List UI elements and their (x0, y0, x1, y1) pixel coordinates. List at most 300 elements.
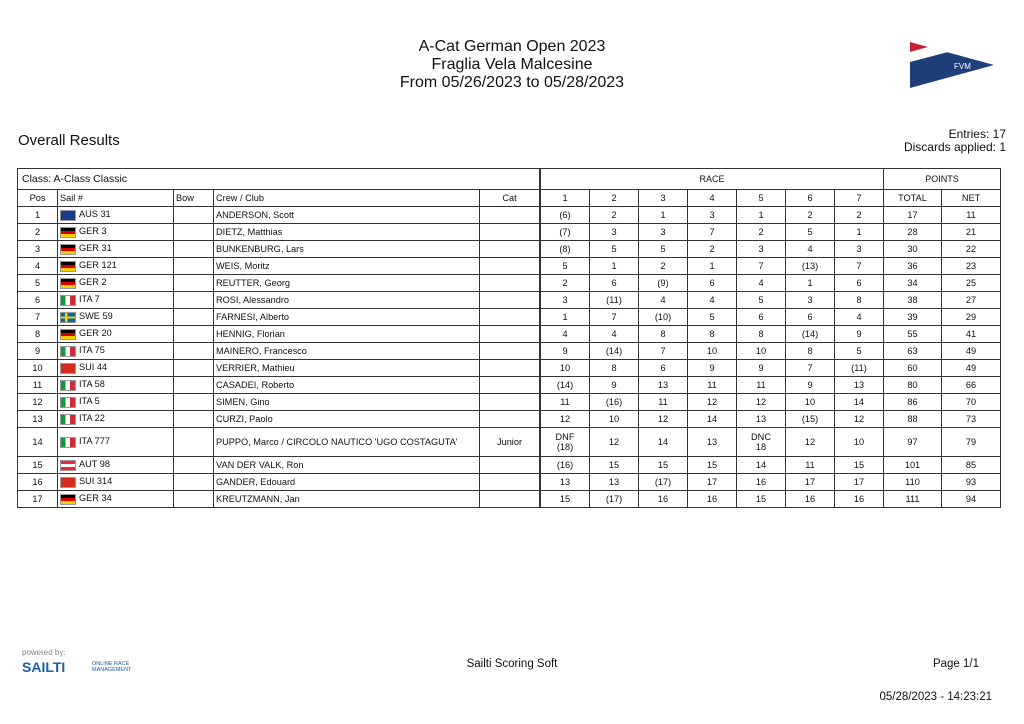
race-score-cell: 2 (786, 207, 835, 224)
total-cell: 80 (884, 377, 942, 394)
ita-flag-icon (60, 397, 76, 408)
race-score-cell: 8 (737, 326, 786, 343)
sail-cell (58, 326, 174, 343)
crew-cell: GANDER, Edouard (214, 474, 480, 491)
sail-cell (58, 360, 174, 377)
race-score-cell: 12 (737, 394, 786, 411)
ger-flag-icon (60, 329, 76, 340)
points-header: POINTS (884, 169, 1001, 190)
sail-cell (58, 258, 174, 275)
race-score-cell: 1 (786, 275, 835, 292)
col-total: TOTAL (884, 190, 942, 207)
race-score-cell: 11 (541, 394, 590, 411)
crew-cell: MAINERO, Francesco (214, 343, 480, 360)
race-score-cell: (10) (639, 309, 688, 326)
net-cell: 29 (942, 309, 1001, 326)
race-score-cell: 3 (688, 207, 737, 224)
race-score-cell: 7 (590, 309, 639, 326)
race-score-cell: 5 (737, 292, 786, 309)
sailti-tagline-line2: MANAGEMENT (92, 667, 132, 673)
pos-cell: 16 (18, 474, 58, 491)
cat-cell (480, 457, 540, 474)
event-dates: From 05/26/2023 to 05/28/2023 (399, 74, 625, 91)
ita-flag-icon (60, 295, 76, 306)
race-score-cell: 10 (590, 411, 639, 428)
sail-cell (58, 275, 174, 292)
cat-cell (480, 275, 540, 292)
race-score-cell: DNF (18) (541, 428, 590, 457)
crew-cell: ANDERSON, Scott (214, 207, 480, 224)
bow-cell (174, 474, 214, 491)
ita-flag-icon (60, 346, 76, 357)
race-score-cell: 2 (688, 241, 737, 258)
pos-cell: 8 (18, 326, 58, 343)
bow-cell (174, 377, 214, 394)
race-score-cell: 12 (639, 411, 688, 428)
race-score-cell: 15 (737, 491, 786, 508)
col-crew: Crew / Club (214, 190, 480, 207)
table-row (18, 292, 1001, 309)
total-cell: 63 (884, 343, 942, 360)
race-score-cell: 11 (639, 394, 688, 411)
race-score-cell: 3 (639, 224, 688, 241)
crew-cell: VAN DER VALK, Ron (214, 457, 480, 474)
pos-cell: 10 (18, 360, 58, 377)
logo-text: FVM (954, 62, 971, 71)
race-score-cell: 5 (688, 309, 737, 326)
total-cell: 28 (884, 224, 942, 241)
race-header: RACE (541, 169, 884, 190)
class-label: Class: A-Class Classic (18, 169, 540, 190)
col-net: NET (942, 190, 1001, 207)
col-race-7: 7 (835, 190, 884, 207)
cat-cell (480, 292, 540, 309)
sail-number: SWE 59 (79, 311, 113, 322)
sail-cell (58, 474, 174, 491)
pos-cell: 12 (18, 394, 58, 411)
col-cat: Cat (480, 190, 540, 207)
cat-cell (480, 224, 540, 241)
col-race-4: 4 (688, 190, 737, 207)
ita-flag-icon (60, 437, 76, 448)
sail-number: ITA 75 (79, 345, 105, 356)
race-score-cell: 6 (835, 275, 884, 292)
race-score-cell: 9 (737, 360, 786, 377)
race-score-cell: 13 (737, 411, 786, 428)
pos-cell: 2 (18, 224, 58, 241)
sail-number: ITA 22 (79, 413, 105, 424)
total-cell: 17 (884, 207, 942, 224)
col-race-6: 6 (786, 190, 835, 207)
table-row (18, 360, 1001, 377)
race-score-cell: (14) (541, 377, 590, 394)
net-cell: 49 (942, 343, 1001, 360)
col-race-2: 2 (590, 190, 639, 207)
sui-flag-icon (60, 363, 76, 374)
race-score-cell: 13 (541, 474, 590, 491)
race-score-cell: 8 (590, 360, 639, 377)
race-score-cell: 12 (541, 411, 590, 428)
sail-cell (58, 224, 174, 241)
race-score-cell: 11 (737, 377, 786, 394)
col-sail: Sail # (58, 190, 174, 207)
sail-cell (58, 377, 174, 394)
cat-cell (480, 343, 540, 360)
total-cell: 36 (884, 258, 942, 275)
race-score-cell: 4 (688, 292, 737, 309)
crew-cell: SIMEN, Gino (214, 394, 480, 411)
sail-number: GER 3 (79, 226, 107, 237)
race-score-cell: 8 (639, 326, 688, 343)
race-score-cell: 1 (541, 309, 590, 326)
race-score-cell: 2 (541, 275, 590, 292)
race-score-cell: 6 (786, 309, 835, 326)
race-score-cell: 15 (590, 457, 639, 474)
race-score-cell: 4 (541, 326, 590, 343)
sail-cell (58, 394, 174, 411)
crew-cell: HENNIG, Florian (214, 326, 480, 343)
table-row (18, 275, 1001, 292)
race-score-cell: 17 (835, 474, 884, 491)
pos-cell: 13 (18, 411, 58, 428)
net-cell: 21 (942, 224, 1001, 241)
race-score-cell: (15) (786, 411, 835, 428)
sail-cell (58, 241, 174, 258)
bow-cell (174, 428, 214, 457)
race-score-cell: 5 (639, 241, 688, 258)
results-body (18, 207, 1001, 508)
sail-number: SUI 314 (79, 476, 113, 487)
race-score-cell: 1 (688, 258, 737, 275)
net-cell: 73 (942, 411, 1001, 428)
race-score-cell: 13 (688, 428, 737, 457)
race-score-cell: (17) (590, 491, 639, 508)
race-score-cell: 6 (639, 360, 688, 377)
ita-flag-icon (60, 414, 76, 425)
net-cell: 94 (942, 491, 1001, 508)
race-score-cell: 6 (688, 275, 737, 292)
event-venue: Fraglia Vela Malcesine (431, 56, 593, 73)
crew-cell: VERRIER, Mathieu (214, 360, 480, 377)
total-cell: 110 (884, 474, 942, 491)
race-score-cell: 7 (835, 258, 884, 275)
sail-number: GER 34 (79, 493, 112, 504)
pos-cell: 9 (18, 343, 58, 360)
race-score-cell: 9 (541, 343, 590, 360)
pos-cell: 14 (18, 428, 58, 457)
race-score-cell: 14 (688, 411, 737, 428)
software-name: Sailti Scoring Soft (466, 658, 558, 670)
net-cell: 23 (942, 258, 1001, 275)
ger-flag-icon (60, 227, 76, 238)
crew-cell: FARNESI, Alberto (214, 309, 480, 326)
ger-flag-icon (60, 278, 76, 289)
race-score-cell: 2 (639, 258, 688, 275)
race-score-cell: (14) (786, 326, 835, 343)
net-cell: 22 (942, 241, 1001, 258)
discards-applied: Discards applied: 1 (903, 140, 1006, 154)
race-score-cell: 4 (835, 309, 884, 326)
entries-summary (904, 128, 1006, 154)
race-score-cell: (13) (786, 258, 835, 275)
total-cell: 60 (884, 360, 942, 377)
race-score-cell: 5 (590, 241, 639, 258)
pos-cell: 5 (18, 275, 58, 292)
race-score-cell: 15 (835, 457, 884, 474)
bow-cell (174, 241, 214, 258)
pos-cell: 11 (18, 377, 58, 394)
crew-cell: ROSI, Alessandro (214, 292, 480, 309)
col-bow: Bow (174, 190, 214, 207)
sail-number: AUT 98 (79, 459, 110, 470)
bow-cell (174, 394, 214, 411)
race-score-cell: (14) (590, 343, 639, 360)
table-row (18, 491, 1001, 508)
race-score-cell: 9 (786, 377, 835, 394)
table-row (18, 474, 1001, 491)
race-score-cell: 9 (590, 377, 639, 394)
cat-cell (480, 360, 540, 377)
sail-number: GER 31 (79, 243, 112, 254)
race-score-cell: 13 (590, 474, 639, 491)
table-row (18, 309, 1001, 326)
race-score-cell: 15 (639, 457, 688, 474)
pos-cell: 6 (18, 292, 58, 309)
race-score-cell: 11 (786, 457, 835, 474)
table-row (18, 258, 1001, 275)
powered-by-label: powered by: (22, 648, 66, 657)
race-score-cell: 6 (590, 275, 639, 292)
race-score-cell: (7) (541, 224, 590, 241)
race-score-cell: 16 (639, 491, 688, 508)
bow-cell (174, 292, 214, 309)
race-score-cell: 10 (541, 360, 590, 377)
table-row (18, 326, 1001, 343)
bow-cell (174, 457, 214, 474)
net-cell: 25 (942, 275, 1001, 292)
cat-cell (480, 309, 540, 326)
column-header-row (18, 190, 1001, 207)
net-cell: 79 (942, 428, 1001, 457)
net-cell: 93 (942, 474, 1001, 491)
race-score-cell: 2 (590, 207, 639, 224)
race-score-cell: (16) (541, 457, 590, 474)
sail-cell (58, 411, 174, 428)
sail-cell (58, 491, 174, 508)
aut-flag-icon (60, 460, 76, 471)
race-score-cell: 5 (835, 343, 884, 360)
col-race-5: 5 (737, 190, 786, 207)
total-cell: 97 (884, 428, 942, 457)
race-score-cell: 7 (786, 360, 835, 377)
table-row (18, 224, 1001, 241)
crew-cell: REUTTER, Georg (214, 275, 480, 292)
sail-number: AUS 31 (79, 209, 111, 220)
ger-flag-icon (60, 261, 76, 272)
race-score-cell: 4 (786, 241, 835, 258)
race-score-cell: 4 (590, 326, 639, 343)
club-pennant-logo (908, 40, 996, 90)
table-row (18, 377, 1001, 394)
race-score-cell: 8 (835, 292, 884, 309)
pos-cell: 1 (18, 207, 58, 224)
cat-cell (480, 241, 540, 258)
race-score-cell: 10 (737, 343, 786, 360)
pos-cell: 4 (18, 258, 58, 275)
net-cell: 70 (942, 394, 1001, 411)
group-header-row (18, 169, 1001, 190)
race-score-cell: (16) (590, 394, 639, 411)
crew-cell: CASADEI, Roberto (214, 377, 480, 394)
cat-cell (480, 207, 540, 224)
race-score-cell: 1 (835, 224, 884, 241)
results-header (0, 38, 1024, 92)
net-cell: 27 (942, 292, 1001, 309)
race-score-cell: 16 (835, 491, 884, 508)
race-score-cell: 8 (786, 343, 835, 360)
col-pos: Pos (18, 190, 58, 207)
net-cell: 49 (942, 360, 1001, 377)
results-table (17, 168, 1001, 508)
cat-cell (480, 394, 540, 411)
table-row (18, 343, 1001, 360)
sail-number: ITA 5 (79, 396, 100, 407)
race-score-cell: 5 (541, 258, 590, 275)
cat-cell (480, 377, 540, 394)
bow-cell (174, 207, 214, 224)
race-score-cell: (9) (639, 275, 688, 292)
race-score-cell: 12 (590, 428, 639, 457)
sui-flag-icon (60, 477, 76, 488)
swe-flag-icon (60, 312, 76, 323)
total-cell: 30 (884, 241, 942, 258)
race-score-cell: 14 (639, 428, 688, 457)
race-score-cell: 7 (737, 258, 786, 275)
race-score-cell: 3 (590, 224, 639, 241)
crew-cell: DIETZ, Matthias (214, 224, 480, 241)
crew-cell: BUNKENBURG, Lars (214, 241, 480, 258)
crew-cell: CURZI, Paolo (214, 411, 480, 428)
race-score-cell: 2 (737, 224, 786, 241)
cat-cell (480, 491, 540, 508)
ger-flag-icon (60, 244, 76, 255)
table-row (18, 241, 1001, 258)
bow-cell (174, 309, 214, 326)
race-score-cell: 1 (590, 258, 639, 275)
aus-flag-icon (60, 210, 76, 221)
race-score-cell: 7 (639, 343, 688, 360)
race-score-cell: (11) (590, 292, 639, 309)
table-row (18, 394, 1001, 411)
entries-count: Entries: 17 (948, 127, 1006, 141)
cat-cell (480, 258, 540, 275)
total-cell: 39 (884, 309, 942, 326)
race-score-cell: 10 (786, 394, 835, 411)
race-score-cell: 16 (786, 491, 835, 508)
race-score-cell: 11 (688, 377, 737, 394)
race-score-cell: 16 (737, 474, 786, 491)
race-score-cell: 14 (737, 457, 786, 474)
pos-cell: 3 (18, 241, 58, 258)
ita-flag-icon (60, 380, 76, 391)
sail-number: ITA 777 (79, 436, 110, 447)
race-score-cell: 17 (688, 474, 737, 491)
race-score-cell: (8) (541, 241, 590, 258)
race-score-cell: 5 (786, 224, 835, 241)
table-row (18, 207, 1001, 224)
net-cell: 41 (942, 326, 1001, 343)
race-score-cell: 7 (688, 224, 737, 241)
race-score-cell: 3 (541, 292, 590, 309)
total-cell: 34 (884, 275, 942, 292)
sail-cell (58, 309, 174, 326)
cat-cell (480, 474, 540, 491)
race-score-cell: 15 (541, 491, 590, 508)
cat-cell: Junior (480, 428, 540, 457)
sail-number: ITA 58 (79, 379, 105, 390)
sail-cell (58, 428, 174, 457)
pos-cell: 7 (18, 309, 58, 326)
race-score-cell: 4 (639, 292, 688, 309)
total-cell: 86 (884, 394, 942, 411)
race-score-cell: 6 (737, 309, 786, 326)
race-score-cell: 12 (835, 411, 884, 428)
sail-number: GER 2 (79, 277, 107, 288)
net-cell: 66 (942, 377, 1001, 394)
table-row (18, 457, 1001, 474)
cat-cell (480, 411, 540, 428)
pos-cell: 17 (18, 491, 58, 508)
race-score-cell: 12 (688, 394, 737, 411)
event-title: A-Cat German Open 2023 (418, 38, 606, 55)
bow-cell (174, 224, 214, 241)
race-score-cell: 1 (737, 207, 786, 224)
race-score-cell: 16 (688, 491, 737, 508)
pos-cell: 15 (18, 457, 58, 474)
bow-cell (174, 491, 214, 508)
bow-cell (174, 326, 214, 343)
sailti-brand: SAILTI (22, 659, 66, 675)
sail-number: SUI 44 (79, 362, 108, 373)
crew-cell: KREUTZMANN, Jan (214, 491, 480, 508)
bow-cell (174, 343, 214, 360)
sail-number: ITA 7 (79, 294, 100, 305)
race-score-cell: 1 (639, 207, 688, 224)
total-cell: 88 (884, 411, 942, 428)
race-score-cell: 13 (835, 377, 884, 394)
col-race-1: 1 (541, 190, 590, 207)
race-score-cell: 14 (835, 394, 884, 411)
sail-cell (58, 343, 174, 360)
total-cell: 111 (884, 491, 942, 508)
bow-cell (174, 258, 214, 275)
race-score-cell: 15 (688, 457, 737, 474)
race-score-cell: 9 (688, 360, 737, 377)
total-cell: 101 (884, 457, 942, 474)
sail-number: GER 121 (79, 260, 117, 271)
race-score-cell: 8 (688, 326, 737, 343)
ger-flag-icon (60, 494, 76, 505)
race-score-cell: 4 (737, 275, 786, 292)
sail-cell (58, 292, 174, 309)
race-score-cell: 10 (688, 343, 737, 360)
race-score-cell: 17 (786, 474, 835, 491)
race-score-cell: DNC 18 (737, 428, 786, 457)
sail-number: GER 20 (79, 328, 112, 339)
col-race-3: 3 (639, 190, 688, 207)
race-score-cell: 13 (639, 377, 688, 394)
crew-cell: PUPPO, Marco / CIRCOLO NAUTICO 'UGO COSTAGUTA' (214, 428, 480, 457)
